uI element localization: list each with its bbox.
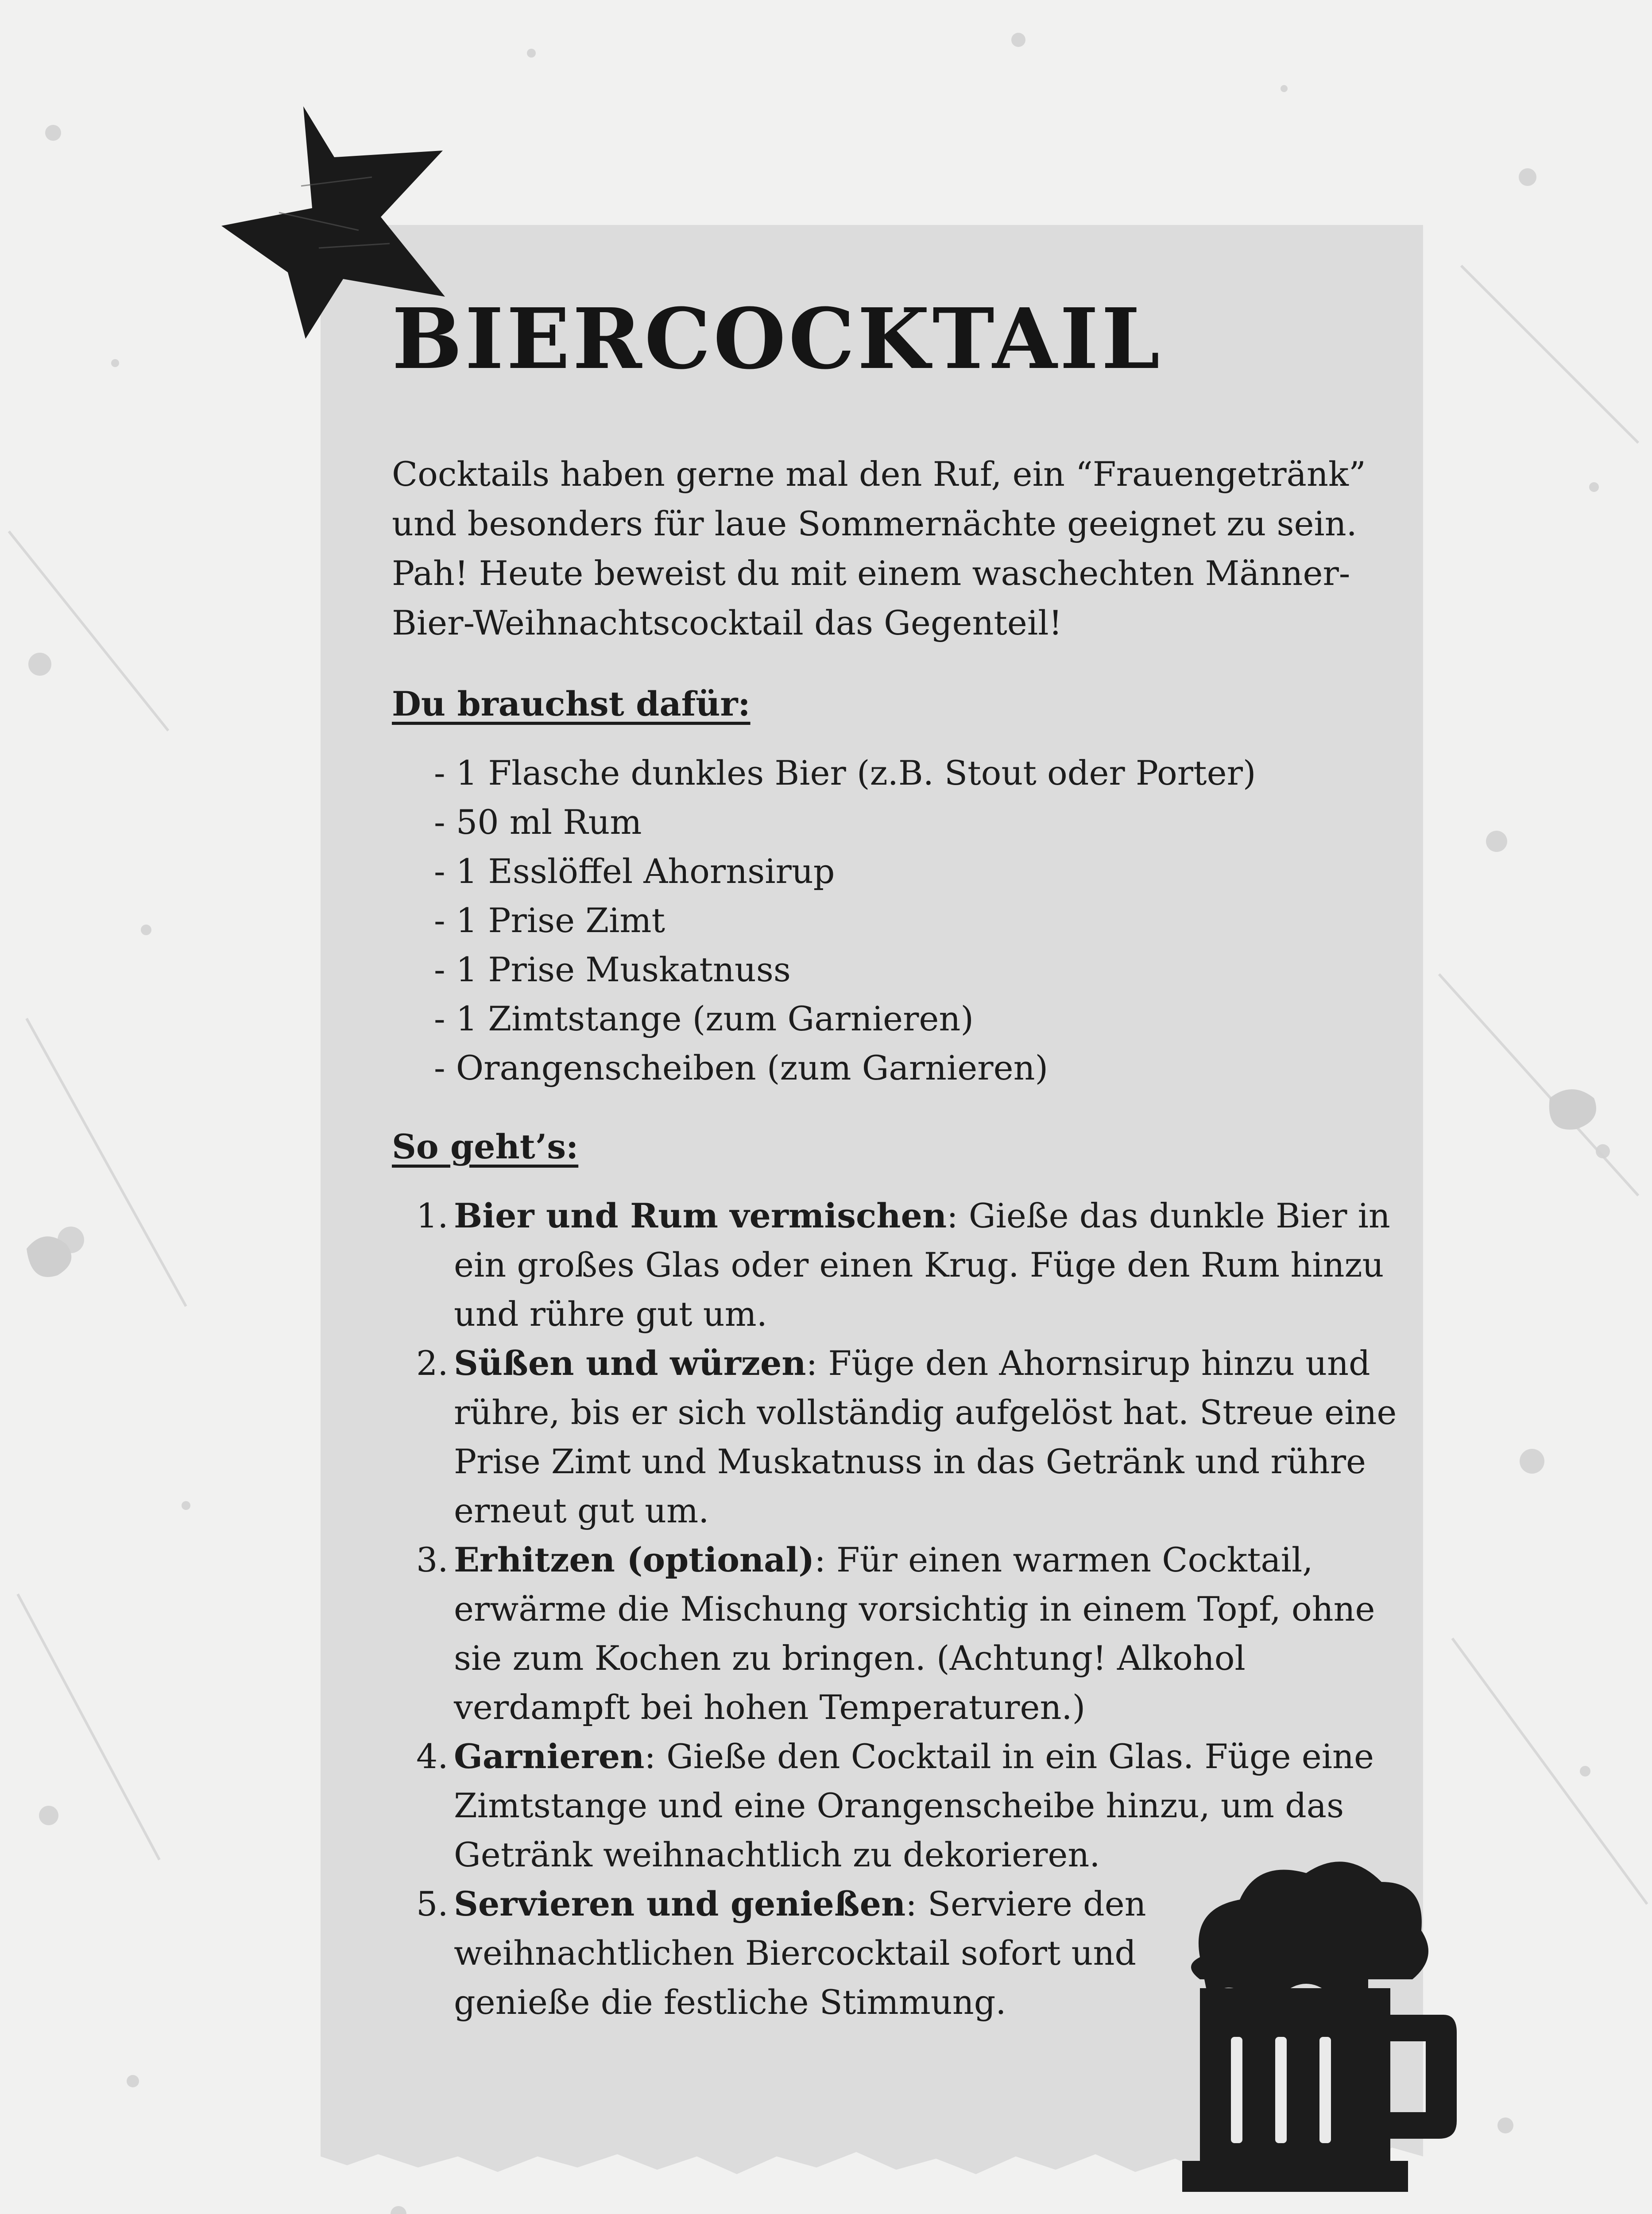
step-title: Bier und Rum vermischen [454,1196,947,1235]
intro-text: Cocktails haben gerne mal den Ruf, ein “Frauengetränk” und besonders für laue Sommernächte geeignet zu sein. Pah! Heute beweist du mit einem waschechten Männer-Bier-Weihnachtscocktail das Gegenteil! [392,454,1366,643]
step-number: 4. [416,1737,449,1776]
step-title: Garnieren [454,1737,645,1776]
step-text: : Serviere den weihnachtlichen Biercocktail sofort und genieße die festliche Stimmung. [454,1884,1146,2022]
step-title: Süßen und würzen [454,1343,806,1383]
step-text: : Gieße das dunkle Bier in ein großes Glas oder einen Krug. Füge den Rum hinzu und rühre gut um. [454,1196,1390,1334]
page-title: BIERCOCKTAIL [392,290,1163,388]
ingredient-item: - Orangenscheiben (zum Garnieren) [434,1048,1048,1088]
ingredients-list [434,748,1256,1092]
step-title: Erhitzen (optional) [454,1540,815,1579]
ingredient-item: - 1 Flasche dunkles Bier (z.B. Stout oder Porter) [434,753,1256,793]
ingredient-item: - 50 ml Rum [434,802,642,842]
step-number: 2. [416,1343,449,1383]
step-title: Servieren und genießen [454,1884,906,1924]
step-item [416,1339,1408,1535]
ingredient-item: - 1 Prise Zimt [434,901,665,940]
ingredient-item: - 1 Zimtstange (zum Garnieren) [434,999,974,1038]
ingredient-item: - 1 Prise Muskatnuss [434,950,791,989]
step-item [416,1535,1408,1732]
step-item [416,1191,1408,1339]
steps-heading: So geht’s: [392,1127,579,1166]
ingredients-heading: Du brauchst dafür: [392,684,751,724]
step-number: 1. [416,1196,449,1235]
ingredient-item: - 1 Esslöffel Ahornsirup [434,852,835,891]
beer-mug-icon [1169,1855,1461,2201]
step-number: 5. [416,1884,449,1924]
step-number: 3. [416,1540,449,1579]
step-item [416,1879,1171,2027]
step-text: : Füge den Ahornsirup hinzu und rühre, bis er sich vollständig aufgelöst hat. Streue eine Prise Zimt und Muskatnuss in das Getränk und rühre erneut gut um. [454,1343,1397,1530]
step-text: : Für einen warmen Cocktail, erwärme die Mischung vorsichtig in einem Topf, ohne sie zum Kochen zu bringen. (Achtung! Alkohol verdampft bei hohen Temperaturen.) [454,1540,1375,1727]
step-text: : Gieße den Cocktail in ein Glas. Füge eine Zimtstange und eine Orangenscheibe hinzu, um das Getränk weihnachtlich zu dekorieren. [454,1737,1374,1874]
